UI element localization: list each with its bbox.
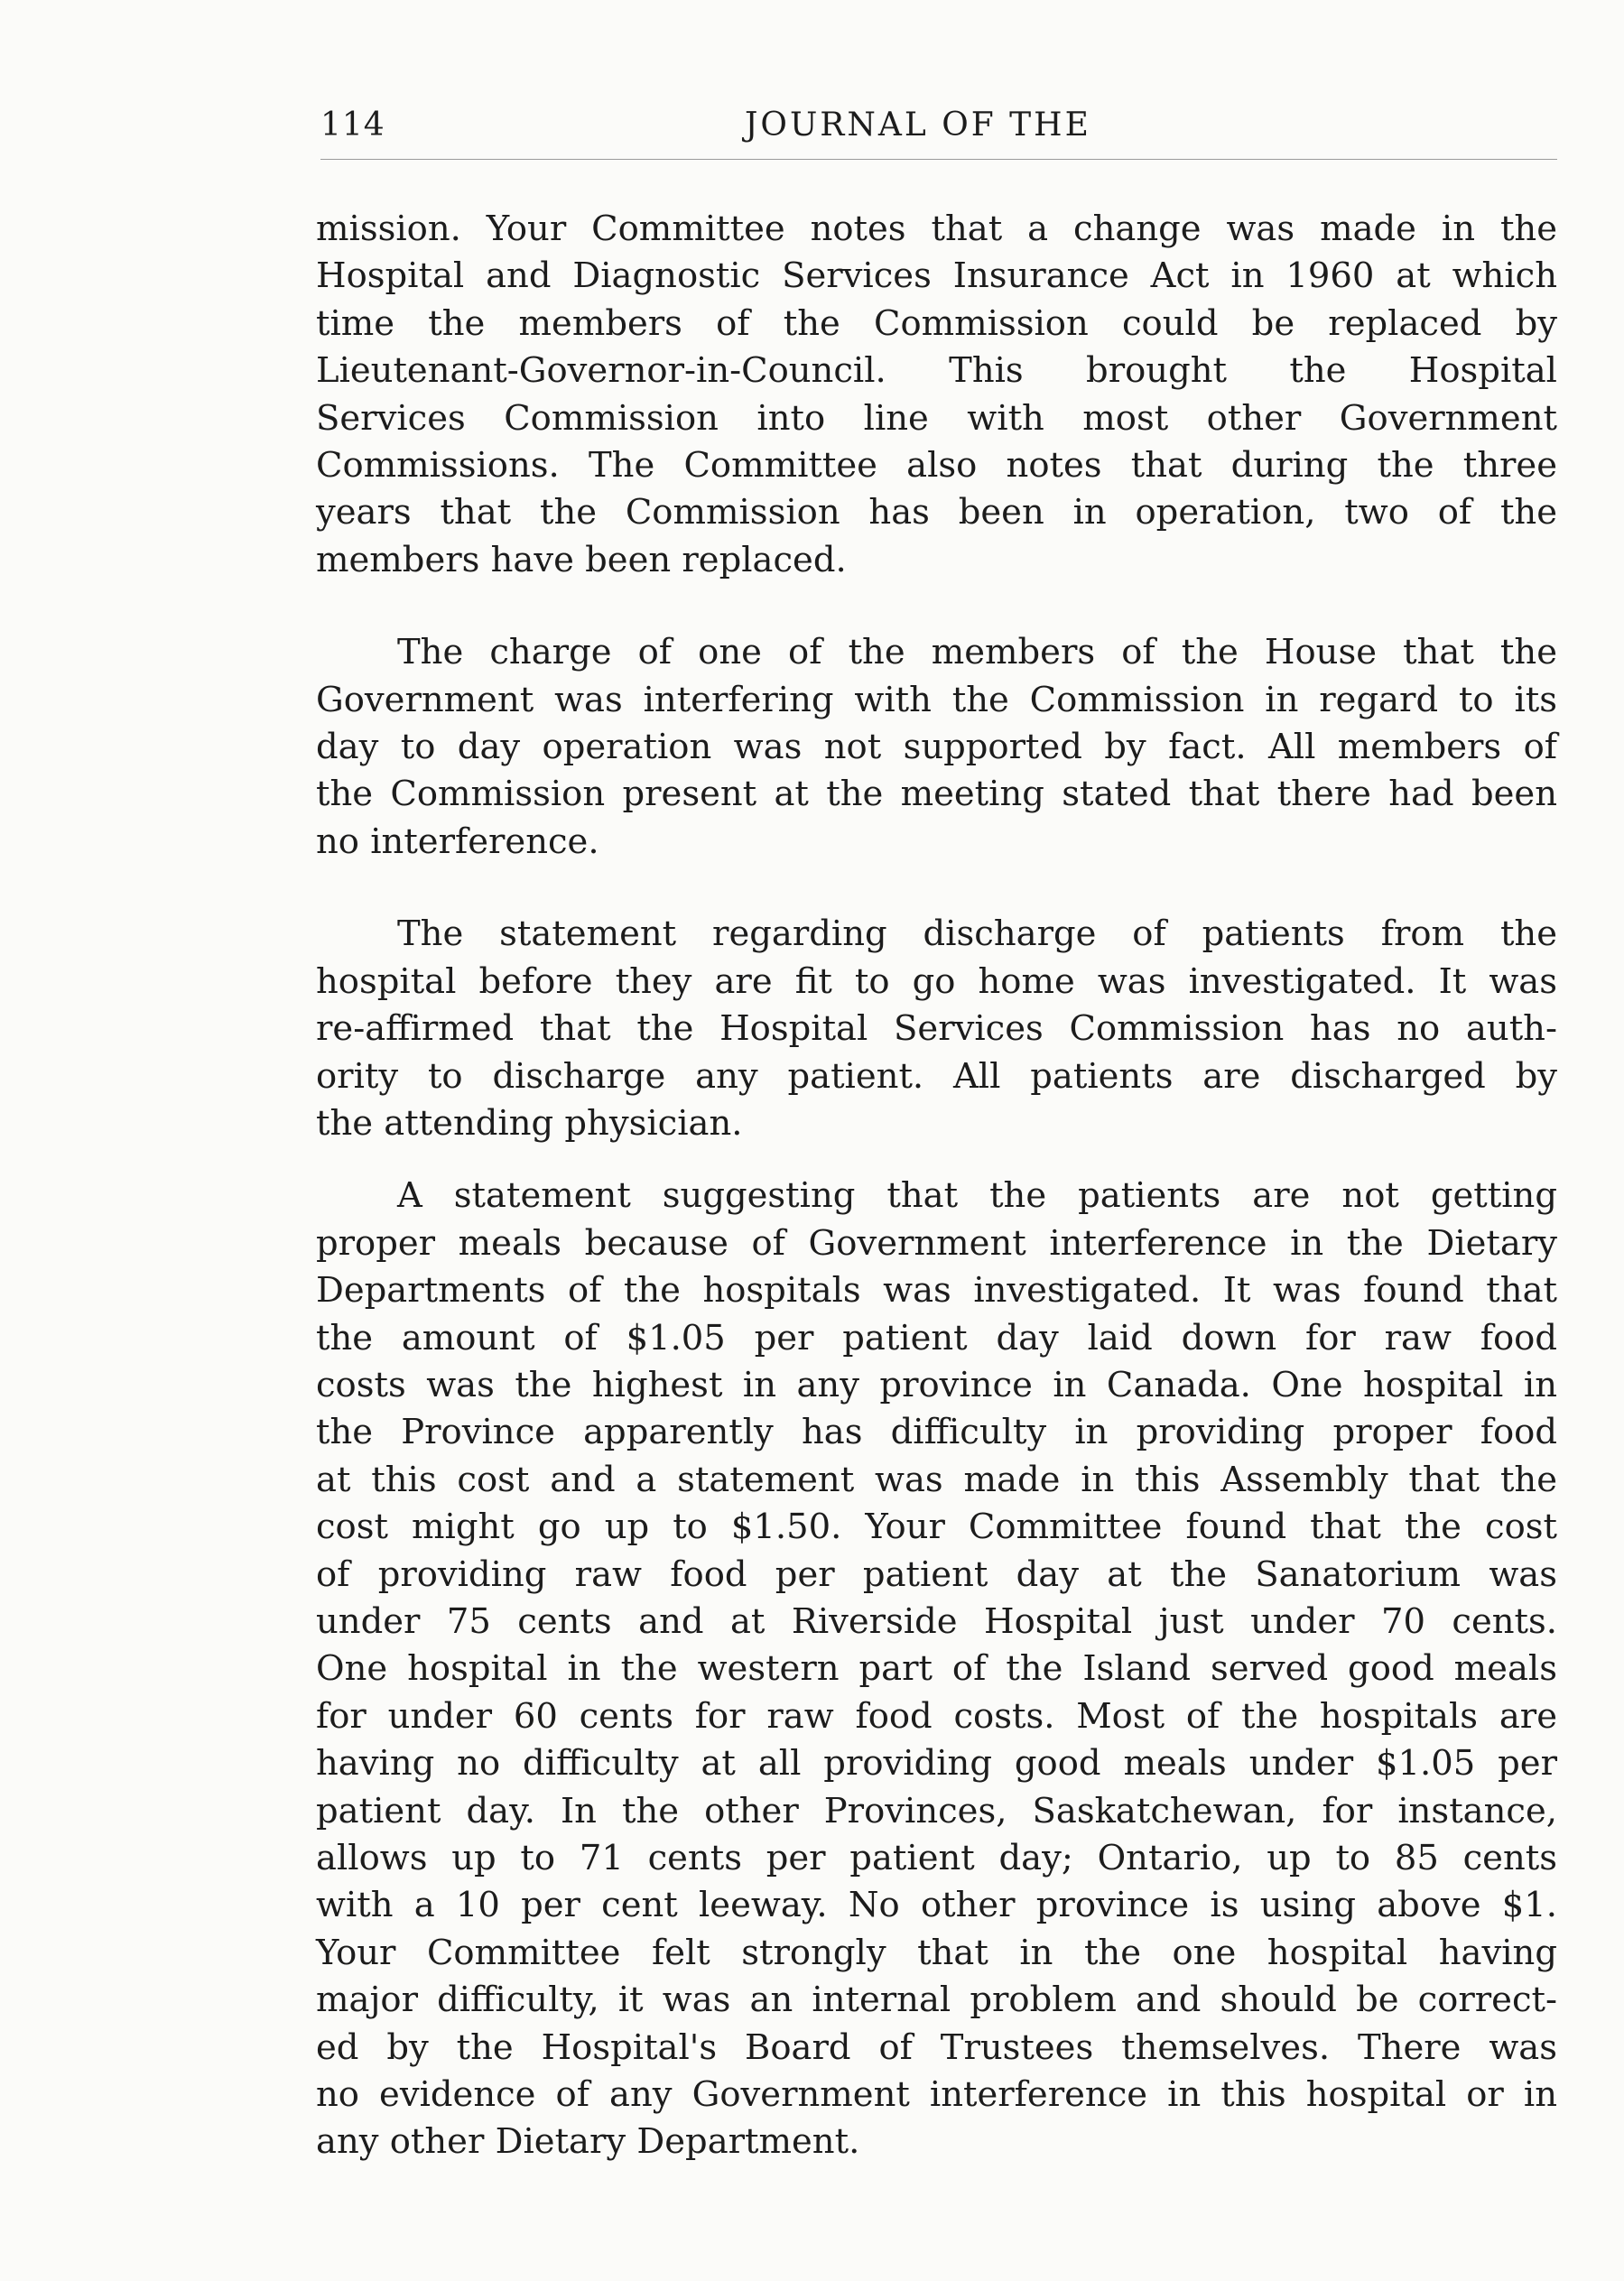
text-line: Government was interfering with the Commission in regard to its [316, 679, 1557, 720]
text-line: ed by the Hospital's Board of Trustees themselves. There was [316, 2026, 1557, 2068]
header-rule [320, 159, 1557, 160]
text-line: One hospital in the western part of the Island served good meals [316, 1648, 1557, 1690]
text-line: cost might go up to $1.50. Your Committee found that the cost [316, 1507, 1557, 1548]
text-line: The charge of one of the members of the House that the [397, 632, 1557, 673]
text-line: Lieutenant-Governor-in-Council. This brought the Hospital [316, 350, 1557, 392]
text-line: for under 60 cents for raw food costs. Most of the hospitals are [316, 1695, 1557, 1737]
text-line: the amount of $1.05 per patient day laid down for raw food [316, 1317, 1557, 1358]
text-line: of providing raw food per patient day at the Sanatorium was [316, 1553, 1557, 1595]
text-line: Services Commission into line with most other Government [316, 397, 1557, 439]
text-line: major difficulty, it was an internal problem and should be correct- [316, 1980, 1557, 2021]
text-line: costs was the highest in any province in Canada. One hospital in [316, 1364, 1557, 1405]
text-line: under 75 cents and at Riverside Hospital just under 70 cents. [316, 1600, 1557, 1642]
text-line: at this cost and a statement was made in this Assembly that the [316, 1459, 1557, 1500]
text-line: day to day operation was not supported by fact. All members of [316, 727, 1557, 768]
text-line: The statement regarding discharge of patients from the [397, 913, 1557, 955]
text-line: years that the Commission has been in operation, two of the [316, 492, 1557, 533]
text-line: the Commission present at the meeting stated that there had been [316, 774, 1557, 815]
body-text [316, 206, 1557, 2166]
text-line: members have been replaced. [316, 539, 847, 580]
text-line: with a 10 per cent leeway. No other province is using above $1. [316, 1885, 1557, 1926]
running-head [320, 97, 1557, 161]
text-line: the Province apparently has difficulty in providing proper food [316, 1412, 1557, 1453]
text-line: Hospital and Diagnostic Services Insurance Act in 1960 at which [316, 255, 1557, 297]
text-line: having no difficulty at all providing good meals under $1.05 per [316, 1743, 1557, 1785]
text-line: the attending physician. [316, 1102, 743, 1144]
text-line: no interference. [316, 821, 599, 862]
paragraph-1 [316, 206, 1557, 584]
text-line: ority to discharge any patient. All patients are discharged by [316, 1055, 1557, 1097]
text-line: hospital before they are fit to go home was investigated. It was [316, 960, 1557, 1002]
text-line: no evidence of any Government interference in this hospital or in [316, 2074, 1557, 2116]
paragraph-4 [316, 1173, 1557, 2166]
text-line: any other Dietary Department. [316, 2121, 860, 2163]
text-line: mission. Your Committee notes that a change was made in the [316, 209, 1557, 249]
text-line: Departments of the hospitals was investigated. It was found that [316, 1270, 1557, 1312]
text-line: Your Committee felt strongly that in the one hospital having [316, 1932, 1557, 1973]
text-line: proper meals because of Government interference in the Dietary [316, 1222, 1557, 1264]
text-line: time the members of the Commission could be replaced by [316, 302, 1557, 344]
text-line: allows up to 71 cents per patient day; Ontario, up to 85 cents [316, 1838, 1557, 1878]
text-line: patient day. In the other Provinces, Saskatchewan, for instance, [316, 1790, 1557, 1831]
journal-title: JOURNAL OF THE [745, 107, 1091, 144]
page-number: 114 [320, 107, 385, 144]
text-line: Commissions. The Committee also notes that during the three [316, 445, 1557, 487]
paragraph-3 [316, 911, 1557, 1147]
paragraph-2 [316, 629, 1557, 866]
text-line: re-affirmed that the Hospital Services Commission has no auth- [316, 1008, 1557, 1050]
text-line: A statement suggesting that the patients are not getting [397, 1175, 1557, 1217]
